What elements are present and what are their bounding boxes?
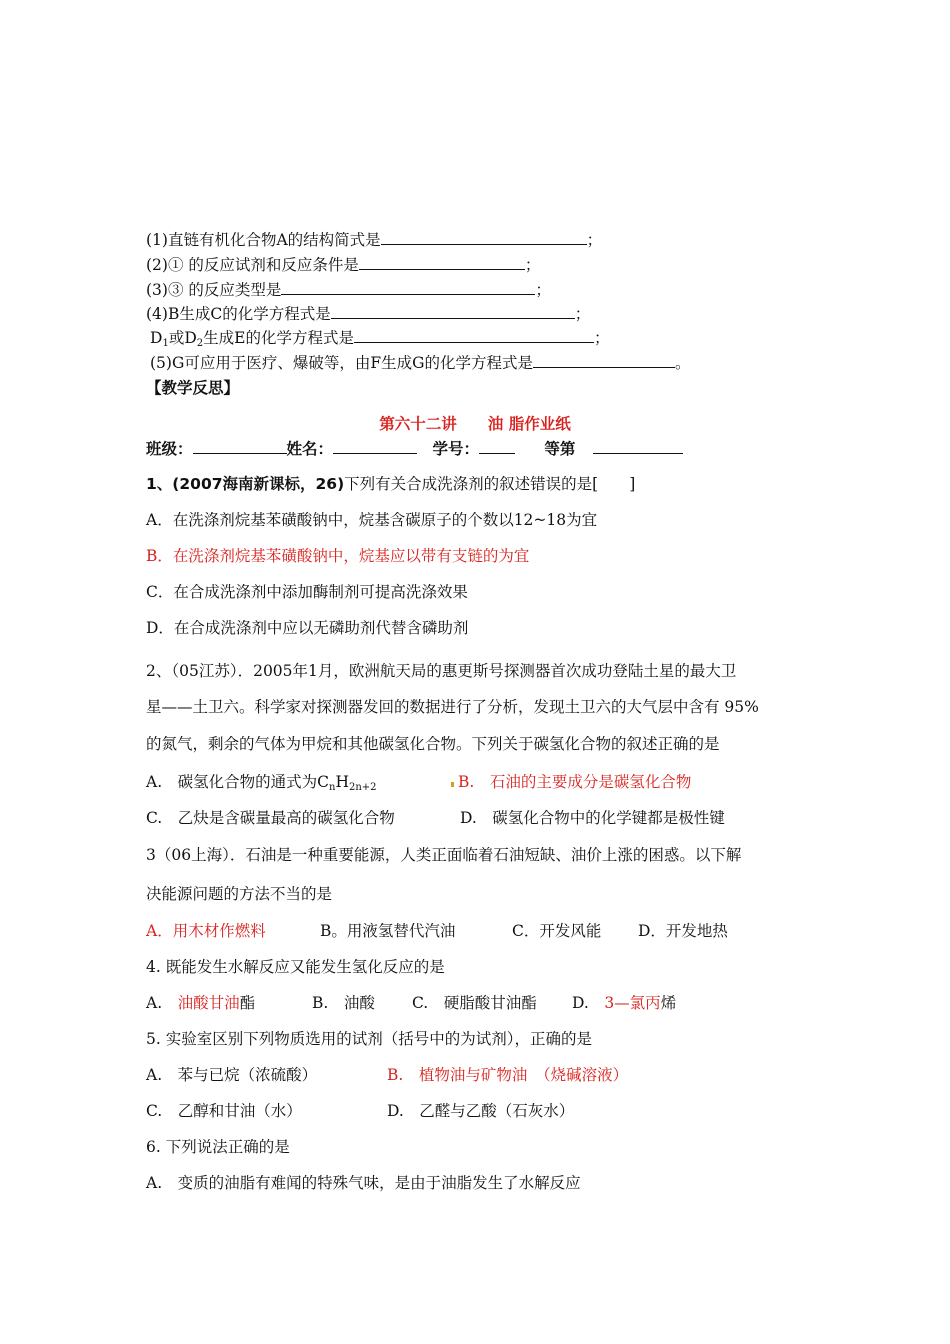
- question-2-option-a[interactable]: [146, 772, 377, 798]
- question-5-option-b[interactable]: B. 植物油与矿物油 （烧碱溶液）: [387, 1066, 629, 1084]
- name-field[interactable]: [333, 438, 417, 454]
- question-4-option-a[interactable]: [146, 993, 255, 1013]
- question-1-option-b[interactable]: B．在洗涤剂烷基苯磺酸钠中，烷基应以带有支链的为宜: [146, 547, 530, 565]
- subscript-n: n: [328, 782, 336, 793]
- question-2-line-2: 星——土卫六。科学家对探测器发回的数据进行了分析，发现土卫六的大气层中含有 95%: [146, 698, 759, 716]
- prev-q4b-line: [150, 327, 609, 354]
- prev-q5-line: [150, 352, 691, 373]
- question-3-option-d[interactable]: D．开发地热: [638, 922, 728, 940]
- question-4-option-d[interactable]: [572, 993, 676, 1013]
- semicolon: ；: [586, 231, 603, 249]
- or-d-label: 或D: [168, 329, 197, 347]
- question-3-option-b[interactable]: B。用液氢替代汽油: [320, 922, 456, 940]
- period: 。: [674, 354, 691, 372]
- question-6-stem: 6. 下列说法正确的是: [146, 1138, 290, 1156]
- semicolon: ；: [574, 305, 591, 323]
- prev-q4-text: (4)B生成C的化学方程式是: [146, 305, 331, 323]
- question-5-option-a[interactable]: A. 苯与已烷（浓硫酸）: [146, 1066, 318, 1084]
- prev-q4-line: [146, 303, 590, 324]
- prev-q1-line: [146, 229, 602, 250]
- answer-blank[interactable]: [533, 352, 675, 368]
- option-a-label: A.: [146, 994, 178, 1012]
- question-5-stem: 5. 实验室区别下列物质选用的试剂（括号中的为试剂），正确的是: [146, 1030, 592, 1048]
- question-3-line-2: 决能源问题的方法不当的是: [146, 885, 333, 903]
- prev-q1-text: (1)直链有机化合物A的结构简式是: [146, 231, 381, 249]
- option-d-label: D.: [572, 994, 605, 1012]
- semicolon: ；: [524, 256, 541, 274]
- question-3-option-c[interactable]: C．开发风能: [512, 922, 602, 940]
- answer-blank[interactable]: [281, 279, 535, 295]
- subscript-2: 2: [196, 338, 204, 349]
- question-6-option-a[interactable]: A. 变质的油脂有难闻的特殊气味，是由于油脂发生了水解反应: [146, 1174, 581, 1192]
- question-1-text: 下列有关合成洗涤剂的叙述错误的是[ ]: [344, 475, 636, 493]
- prev-q3-line: [146, 279, 551, 300]
- prev-q2-text: (2)① 的反应试剂和反应条件是: [146, 256, 359, 274]
- question-1-source: 1、(2007海南新课标，26): [146, 475, 345, 493]
- name-label: 姓名：: [286, 440, 334, 458]
- prev-q5-text: (5)G可应用于医疗、爆破等，由F生成G的化学方程式是: [150, 354, 533, 372]
- question-4-option-b[interactable]: B. 油酸: [312, 994, 375, 1012]
- option-d-suffix: 烯: [660, 994, 677, 1012]
- subscript-1: 1: [162, 338, 169, 349]
- option-a-suffix: 酯: [239, 994, 256, 1012]
- question-2-option-d[interactable]: D. 碳氢化合物中的化学键都是极性键: [460, 809, 725, 827]
- answer-blank[interactable]: [381, 229, 587, 245]
- question-5-option-d[interactable]: D. 乙醛与乙酸（石灰水）: [387, 1102, 575, 1120]
- answer-blank[interactable]: [331, 303, 575, 319]
- prev-q3-text: (3)③ 的反应类型是: [146, 281, 282, 299]
- grade-field[interactable]: [593, 438, 683, 454]
- question-2-line-1: 2、（05江苏）．2005年1月，欧洲航天局的惠更斯号探测器首次成功登陆土星的最大卫: [146, 662, 737, 680]
- question-1-option-a[interactable]: A．在洗涤剂烷基苯磺酸钠中，烷基含碳原子的个数以12~18为宜: [146, 511, 598, 529]
- question-2-option-b[interactable]: [451, 772, 691, 792]
- subscript-2n2: 2n+2: [348, 782, 377, 793]
- option-a-highlight: 油酸甘油: [177, 994, 240, 1012]
- question-4-option-c[interactable]: C. 硬脂酸甘油酯: [412, 994, 537, 1012]
- hydrogen-symbol: H: [335, 773, 349, 791]
- semicolon: ；: [593, 329, 610, 347]
- question-2-line-3: 的氮气，剩余的气体为甲烷和其他碳氢化合物。下列关于碳氢化合物的叙述正确的是: [146, 735, 720, 753]
- answer-blank[interactable]: [354, 327, 594, 343]
- question-3-line-1: 3（06上海）．石油是一种重要能源，人类正面临着石油短缺、油价上涨的困惑。以下解: [146, 846, 742, 864]
- reflection-heading: 【教学反思】: [146, 379, 240, 397]
- question-1-option-d[interactable]: D．在合成洗涤剂中应以无磷助剂代替含磷助剂: [146, 619, 469, 637]
- student-info-row: [146, 438, 683, 459]
- option-d-highlight: 3—氯丙: [604, 994, 661, 1012]
- question-4-stem: 4. 既能发生水解反应又能发生氢化反应的是: [146, 958, 445, 976]
- page-title: 第六十二讲 油 脂作业纸: [379, 415, 571, 433]
- prev-q2-line: [146, 254, 540, 275]
- grade-label: 等第: [544, 440, 576, 458]
- prev-q4b-text: 生成E的化学方程式是: [203, 329, 354, 347]
- question-1-option-c[interactable]: C．在合成洗涤剂中添加酶制剂可提高洗涤效果: [146, 583, 468, 601]
- d-label: D: [150, 329, 163, 347]
- question-5-option-c[interactable]: C. 乙醇和甘油（水）: [146, 1102, 302, 1120]
- answer-blank[interactable]: [359, 254, 525, 270]
- option-a-text: A. 碳氢化合物的通式为C: [146, 773, 329, 791]
- id-label: 学号：: [432, 440, 479, 458]
- question-1-stem: [146, 474, 635, 494]
- option-b-text: B. 石油的主要成分是碳氢化合物: [458, 773, 692, 791]
- class-label: 班级：: [146, 440, 193, 458]
- id-field[interactable]: [479, 438, 515, 454]
- mark-icon: [451, 782, 454, 787]
- semicolon: ；: [535, 281, 551, 299]
- class-field[interactable]: [193, 438, 287, 454]
- question-2-option-c[interactable]: C. 乙炔是含碳量最高的碳氢化合物: [146, 809, 395, 827]
- question-3-option-a[interactable]: A．用木材作燃料: [146, 922, 266, 940]
